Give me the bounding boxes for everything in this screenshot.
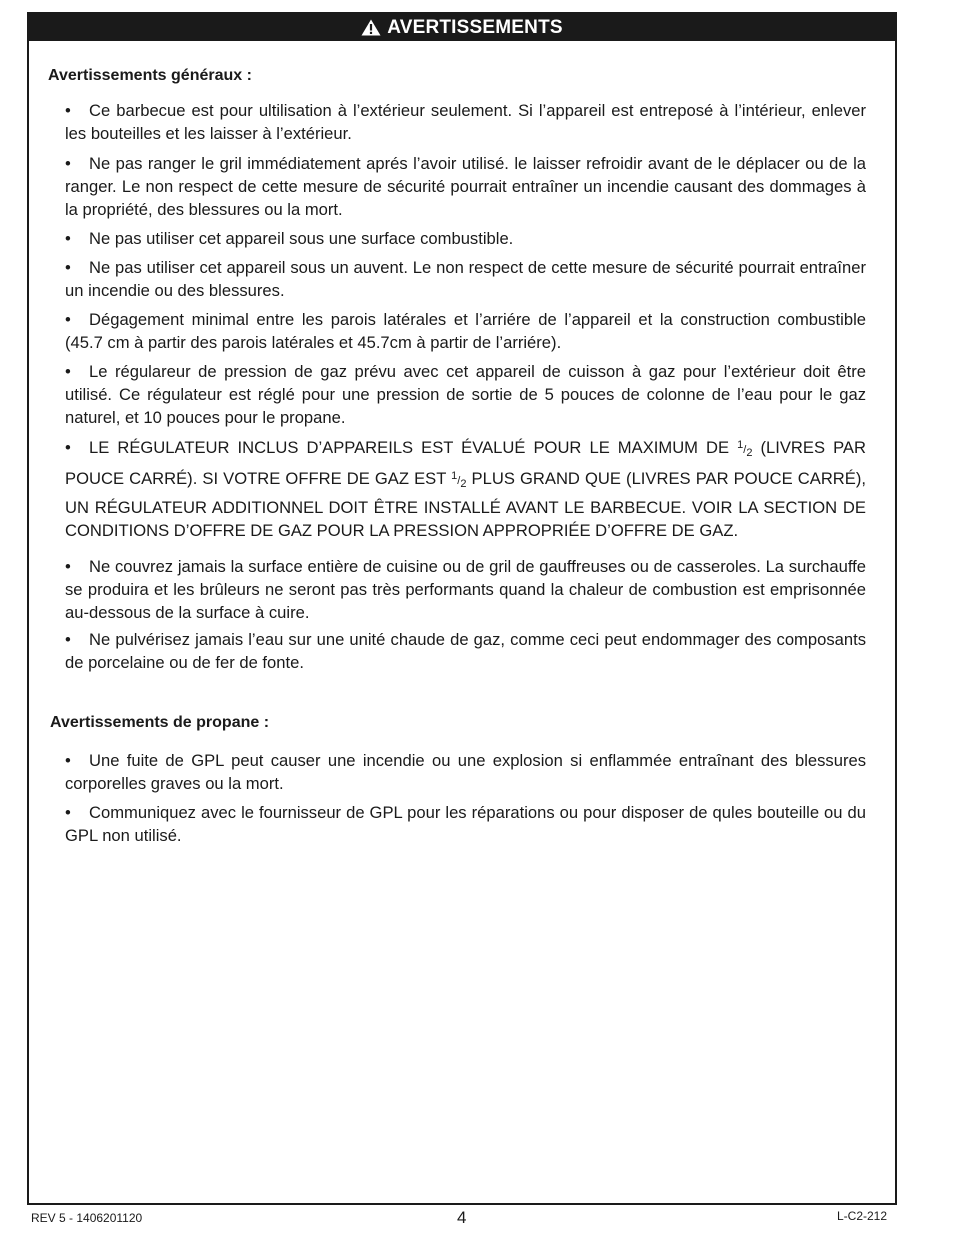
warning-item: • Ce barbecue est pour ultilisation à l’extérieur seulement. Si l’appareil est entreposé à l’intérieur, enlever les bouteilles et les laisser à l’extérieur. [65, 101, 866, 143]
warning-triangle-icon [361, 19, 381, 36]
propane-warning-item: • Une fuite de GPL peut causer une incendie ou une explosion si enflammée entraînant des blessures corporelles graves ou la mort. [65, 751, 866, 793]
page-number: 4 [457, 1208, 467, 1227]
fraction-half: 1/2 [737, 439, 753, 459]
fraction-half: 1/2 [451, 470, 467, 490]
warnings-banner [29, 14, 895, 41]
warning-item: • Dégagement minimal entre les parois latérales et l’arriére de l’appareil et la construction combustible (45.7 cm à partir des parois latérales et 45.7cm à partir de l’arriére). [65, 310, 866, 352]
general-warnings-heading: Avertissements généraux : [48, 67, 252, 84]
regulator-warning-item: • LE RÉGULATEUR INCLUS D’APPAREILS EST ÉVALUÉ POUR LE MAXIMUM DE 1/2 (LIVRES PAR POUCE CARRÉ). SI VOTRE OFFRE DE GAZ EST 1/2 PLUS GRAND QUE (LIVRES PAR POUCE CARRÉ), UN RÉGULATEUR ADDITIONNEL DOIT ÊTRE INSTALLÉ AVANT LE BARBECUE. VOIR LA SECTION DE CONDITIONS D’OFFRE DE GAZ POUR LA PRESSION APPROPRIÉE D’OFFRE DE GAZ. [65, 438, 866, 540]
warning-item: • Ne pas ranger le gril immédiatement aprés l’avoir utilisé. le laisser refroidir avant de le déplacer ou de la ranger. Le non respect de cette mesure de sécurité pourrait entraîner un incendie causant des dommages à la propriété, des blessures ou la mort. [65, 154, 866, 219]
warning-item: • Ne pulvérisez jamais l’eau sur une unité chaude de gaz, comme ceci peut endommager des composants de porcelaine ou de fer de fonte. [65, 630, 866, 672]
warning-item: • Ne pas utiliser cet appareil sous un auvent. Le non respect de cette mesure de sécurité pourrait entraîner un incendie ou des blessures. [65, 258, 866, 300]
propane-warnings-heading: Avertissements de propane : [50, 714, 270, 731]
page-frame [27, 12, 897, 1205]
warning-item: • Ne pas utiliser cet appareil sous une surface combustible. [65, 229, 514, 248]
banner-title: AVERTISSEMENTS [387, 16, 563, 38]
warning-item: • Le régulareur de pression de gaz prévu avec cet appareil de cuisson à gaz pour l’extérieur doit être utilisé. Ce régulateur est réglé pour une pression de sortie de 5 pouces de colonne de l’eau pour le gaz naturel, et 10 pouces pour le propane. [65, 362, 866, 427]
warning-item: • Ne couvrez jamais la surface entière de cuisine ou de gril de gauffreuses ou de casseroles. La surchauffe se produira et les brûleurs ne seront pas très performants quand la chaleur de combustion est emprisonnée au-dessous de la surface à cuire. [65, 557, 866, 622]
document-code: L-C2-212 [837, 1209, 888, 1223]
revision-label: REV 5 - 1406201120 [31, 1211, 143, 1225]
propane-warning-item: • Communiquez avec le fournisseur de GPL pour les réparations ou pour disposer de qules bouteille ou du GPL non utilisé. [65, 803, 866, 845]
